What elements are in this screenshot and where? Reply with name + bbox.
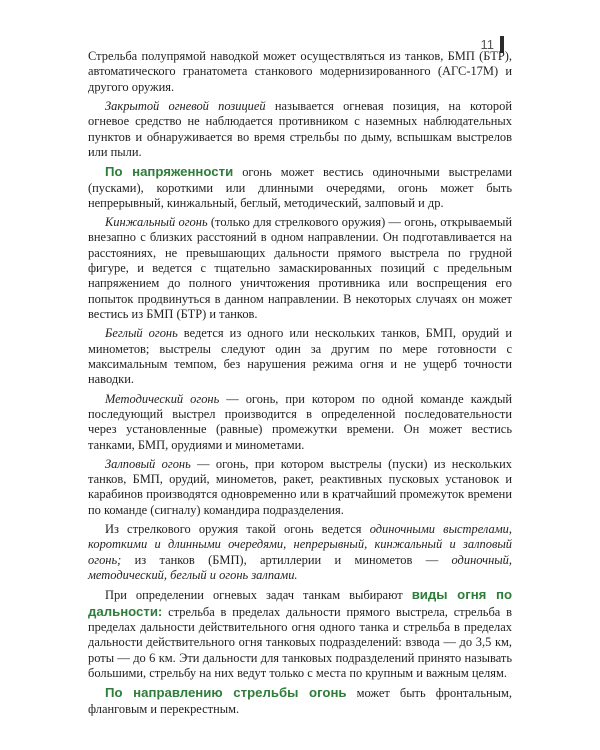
paragraph-p8 (88, 522, 512, 583)
paragraph-p3 (88, 164, 512, 211)
italic-term: одиночный, методический, беглый и огонь залпами. (88, 552, 512, 582)
paragraph-p5 (88, 326, 512, 387)
text-run: При определении огневых задач танкам выбирают (105, 588, 412, 603)
text-run: Стрельба полупрямой наводкой может осуществляться из танков, БМП (БТР), автоматического гранатомета станкового модернизированного (АГС-17М) и другого оружия. (88, 49, 512, 94)
italic-term: Методический огонь (105, 391, 220, 406)
italic-term: Закрытой огневой позицией (105, 98, 266, 113)
text-run: огонь может вестись одиночными выстрелами (пусками), короткими или длинными очередями, огонь может быть непрерывный, кинжальный, беглый, методический, залповый и др. (88, 165, 512, 210)
text-run: — огонь, при котором выстрелы (пуски) из нескольких танков, БМП, орудий, минометов, ракет, реактивных пусковых установок и карабинов производятся одновременно или в кратчайший промежуток времени по команде (сигналу) командира подразделения. (88, 456, 512, 517)
italic-term: Залповый огонь (105, 456, 191, 471)
highlight-term: По направлению стрельбы огонь (105, 685, 347, 701)
paragraph-p1 (88, 49, 512, 95)
text-run: стрельба в пределах дальности прямого выстрела, стрельба в пределах дальности действительного огня одного танка и стрельба в пределах дальности действительного огня танковых подразделений: взвода — до 3,5 км, роты — до 6 км. Эти дальности для танковых подразделений принято называть большими, стрельбу на них ведут только с места по крупным и важным целям. (88, 604, 512, 680)
page-number: 11 (480, 37, 494, 52)
paragraph-p2 (88, 99, 512, 160)
text-run: из танков (БМП), артиллерии и минометов — (121, 552, 452, 567)
paragraph-p6 (88, 392, 512, 453)
text-run: Из стрелкового оружия такой огонь ведется (105, 522, 370, 537)
highlight-term: По напряженности (105, 164, 234, 180)
italic-term: одиночными выстрелами, короткими и длинными очередями, непрерывный, кинжальный и залповый огонь; (88, 522, 512, 567)
highlight-term: виды огня по дальности: (88, 587, 513, 619)
text-run: может быть фронтальным, фланговым и перекрестным. (88, 686, 512, 716)
text-run: называется огневая позиция, на которой огневое средство не наблюдается противником с наземных наблюдательных пунктов и обнаруживается во время стрельбы по дыму, вспышкам выстрелов или пыли. (88, 98, 512, 159)
paragraph-p4 (88, 215, 512, 322)
paragraph-p7 (88, 457, 512, 518)
text-run: (только для стрелкового оружия) — огонь, открываемый внезапно с близких расстояний в одном направлении. Он подготавливается на расстояниях, не превышающих дальности прямого выстрела по грудной фигуре, и ведется с тщательно замаскированных позиций с предельным напряжением до полного уничтожения противника или воспрещения его попыток продвинуться в данном направлении. В некоторых случаях он может вестись из БМП (БТР) и танков. (88, 215, 512, 321)
text-run: ведется из одного или нескольких танков, БМП, орудий и минометов; выстрелы следуют один за другим по мере готовности с максимальным темпом, без нарушения режима огня и не ущерб точности наводки. (88, 326, 512, 387)
paragraph-p9 (88, 587, 512, 681)
paragraph-p10 (88, 685, 512, 717)
italic-term: Кинжальный огонь (105, 215, 208, 230)
body-text (88, 49, 512, 721)
text-run: — огонь, при котором по одной команде каждый последующий выстрел производится в определенной последовательности через установленные (равные) промежутки времени. Он может вестись танками, БМП, орудиями и минометами. (88, 391, 513, 452)
italic-term: Беглый огонь (105, 326, 178, 341)
